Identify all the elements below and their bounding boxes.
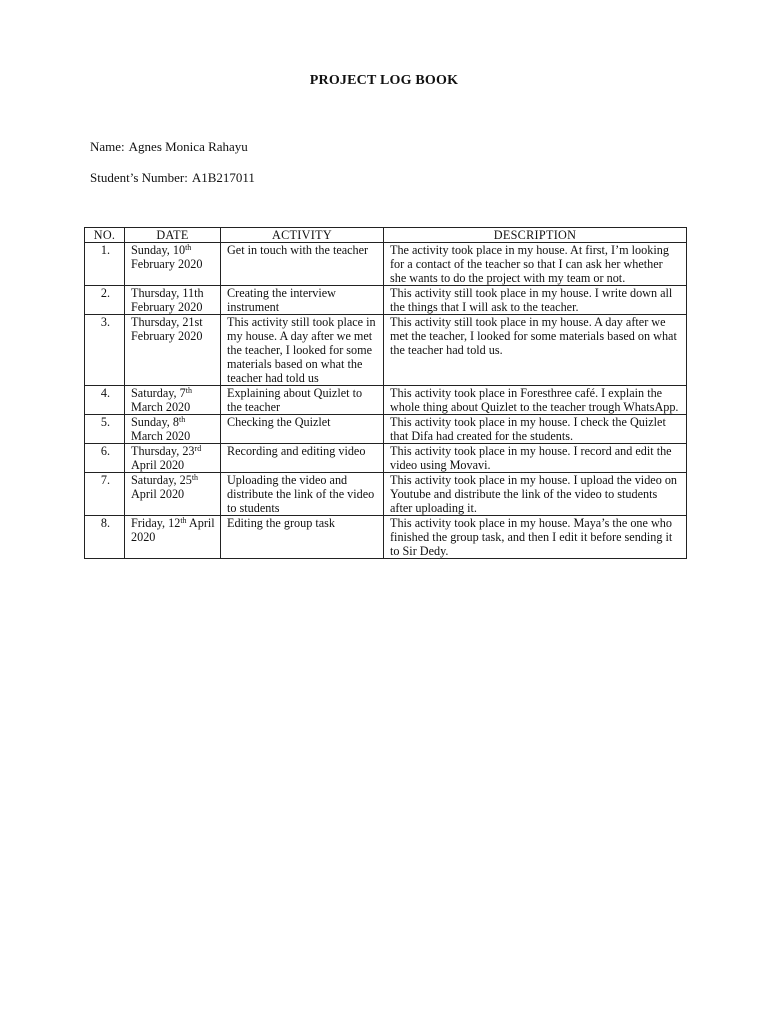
cell-no [85, 415, 125, 444]
row-number: 1. [100, 243, 111, 257]
row-number: 5. [100, 415, 111, 429]
date-main: Saturday, 25 [131, 473, 192, 487]
date-main: Thursday, 23 [131, 444, 195, 458]
date-ordinal-suffix: th [180, 516, 187, 525]
date-main: Thursday, 11th February 2020 [131, 286, 204, 314]
header-date: DATE [125, 228, 221, 243]
cell-activity: Recording and editing video [221, 444, 384, 473]
student-name-line [90, 139, 248, 155]
row-number: 2. [100, 286, 111, 300]
cell-date [125, 243, 221, 286]
header-description: DESCRIPTION [384, 228, 687, 243]
date-rest: February 2020 [131, 257, 203, 271]
table-row [85, 516, 687, 559]
row-number: 7. [100, 473, 111, 487]
cell-no [85, 444, 125, 473]
date-rest: April 2020 [131, 487, 185, 501]
table-row [85, 473, 687, 516]
cell-activity: Creating the interview instrument [221, 286, 384, 315]
cell-date [125, 386, 221, 415]
log-table [84, 227, 687, 559]
cell-no [85, 286, 125, 315]
header-activity: ACTIVITY [221, 228, 384, 243]
cell-activity: This activity still took place in my house. A day after we met the teacher, I looked for some materials based on what the teacher had told us [221, 315, 384, 386]
date-ordinal-suffix: th [178, 415, 186, 424]
date-main: Saturday, 7 [131, 386, 186, 400]
cell-activity: Get in touch with the teacher [221, 243, 384, 286]
cell-no [85, 516, 125, 559]
date-rest: March 2020 [131, 400, 191, 414]
row-number: 4. [100, 386, 111, 400]
cell-date [125, 444, 221, 473]
cell-description: The activity took place in my house. At first, I’m looking for a contact of the teacher so that I can ask her whether she wants to do the project with my team or not. [384, 243, 687, 286]
student-number-value: A1B217011 [191, 170, 255, 185]
cell-description: This activity still took place in my house. A day after we met the teacher, I looked for some materials based on what the teacher had told us. [384, 315, 687, 386]
table-body [85, 243, 687, 559]
page-title: PROJECT LOG BOOK [309, 73, 459, 88]
date-main: Sunday, 8 [131, 415, 179, 429]
cell-date [125, 315, 221, 386]
date-main: Friday, 12 [131, 516, 181, 530]
student-number-label: Student’s Number: [90, 170, 188, 185]
cell-description: This activity took place in my house. Maya’s the one who finished the group task, and then I edit it before sending it to Sir Dedy. [384, 516, 687, 559]
cell-description: This activity took place in my house. I record and edit the video using Movavi. [384, 444, 687, 473]
cell-activity: Editing the group task [221, 516, 384, 559]
date-rest: April 2020 [131, 516, 215, 544]
cell-date [125, 516, 221, 559]
row-number: 8. [100, 516, 111, 530]
header-no: NO. [85, 228, 125, 243]
date-ordinal-suffix: th [185, 386, 192, 395]
date-main: Thursday, 21st February 2020 [131, 315, 203, 343]
date-main: Sunday, 10 [131, 243, 186, 257]
student-name-label: Name: [90, 139, 125, 154]
cell-no [85, 315, 125, 386]
cell-date [125, 415, 221, 444]
cell-date [125, 286, 221, 315]
date-ordinal-suffix: th [191, 473, 199, 482]
table-row [85, 444, 687, 473]
date-rest: March 2020 [131, 429, 191, 443]
date-ordinal-suffix: th [185, 243, 192, 252]
cell-description: This activity took place in my house. I check the Quizlet that Difa had created for the students. [384, 415, 687, 444]
cell-description: This activity took place in Foresthree café. I explain the whole thing about Quizlet to the teacher trough WhatsApp. [384, 386, 687, 415]
student-name-value: Agnes Monica Rahayu [128, 139, 248, 154]
cell-no [85, 386, 125, 415]
table-header-row [85, 228, 687, 243]
table-row [85, 415, 687, 444]
cell-no [85, 243, 125, 286]
table-row [85, 243, 687, 286]
cell-activity: Explaining about Quizlet to the teacher [221, 386, 384, 415]
cell-date [125, 473, 221, 516]
row-number: 6. [100, 444, 111, 458]
cell-description: This activity still took place in my house. I write down all the things that I will ask to the teacher. [384, 286, 687, 315]
cell-description: This activity took place in my house. I upload the video on Youtube and distribute the link of the video to students after uploading it. [384, 473, 687, 516]
date-ordinal-suffix: rd [194, 444, 202, 453]
student-number-line [90, 170, 255, 186]
cell-activity: Checking the Quizlet [221, 415, 384, 444]
cell-no [85, 473, 125, 516]
cell-activity: Uploading the video and distribute the link of the video to students [221, 473, 384, 516]
table-row [85, 315, 687, 386]
row-number: 3. [100, 315, 111, 329]
date-rest: April 2020 [131, 458, 185, 472]
table-row [85, 286, 687, 315]
table-row [85, 386, 687, 415]
